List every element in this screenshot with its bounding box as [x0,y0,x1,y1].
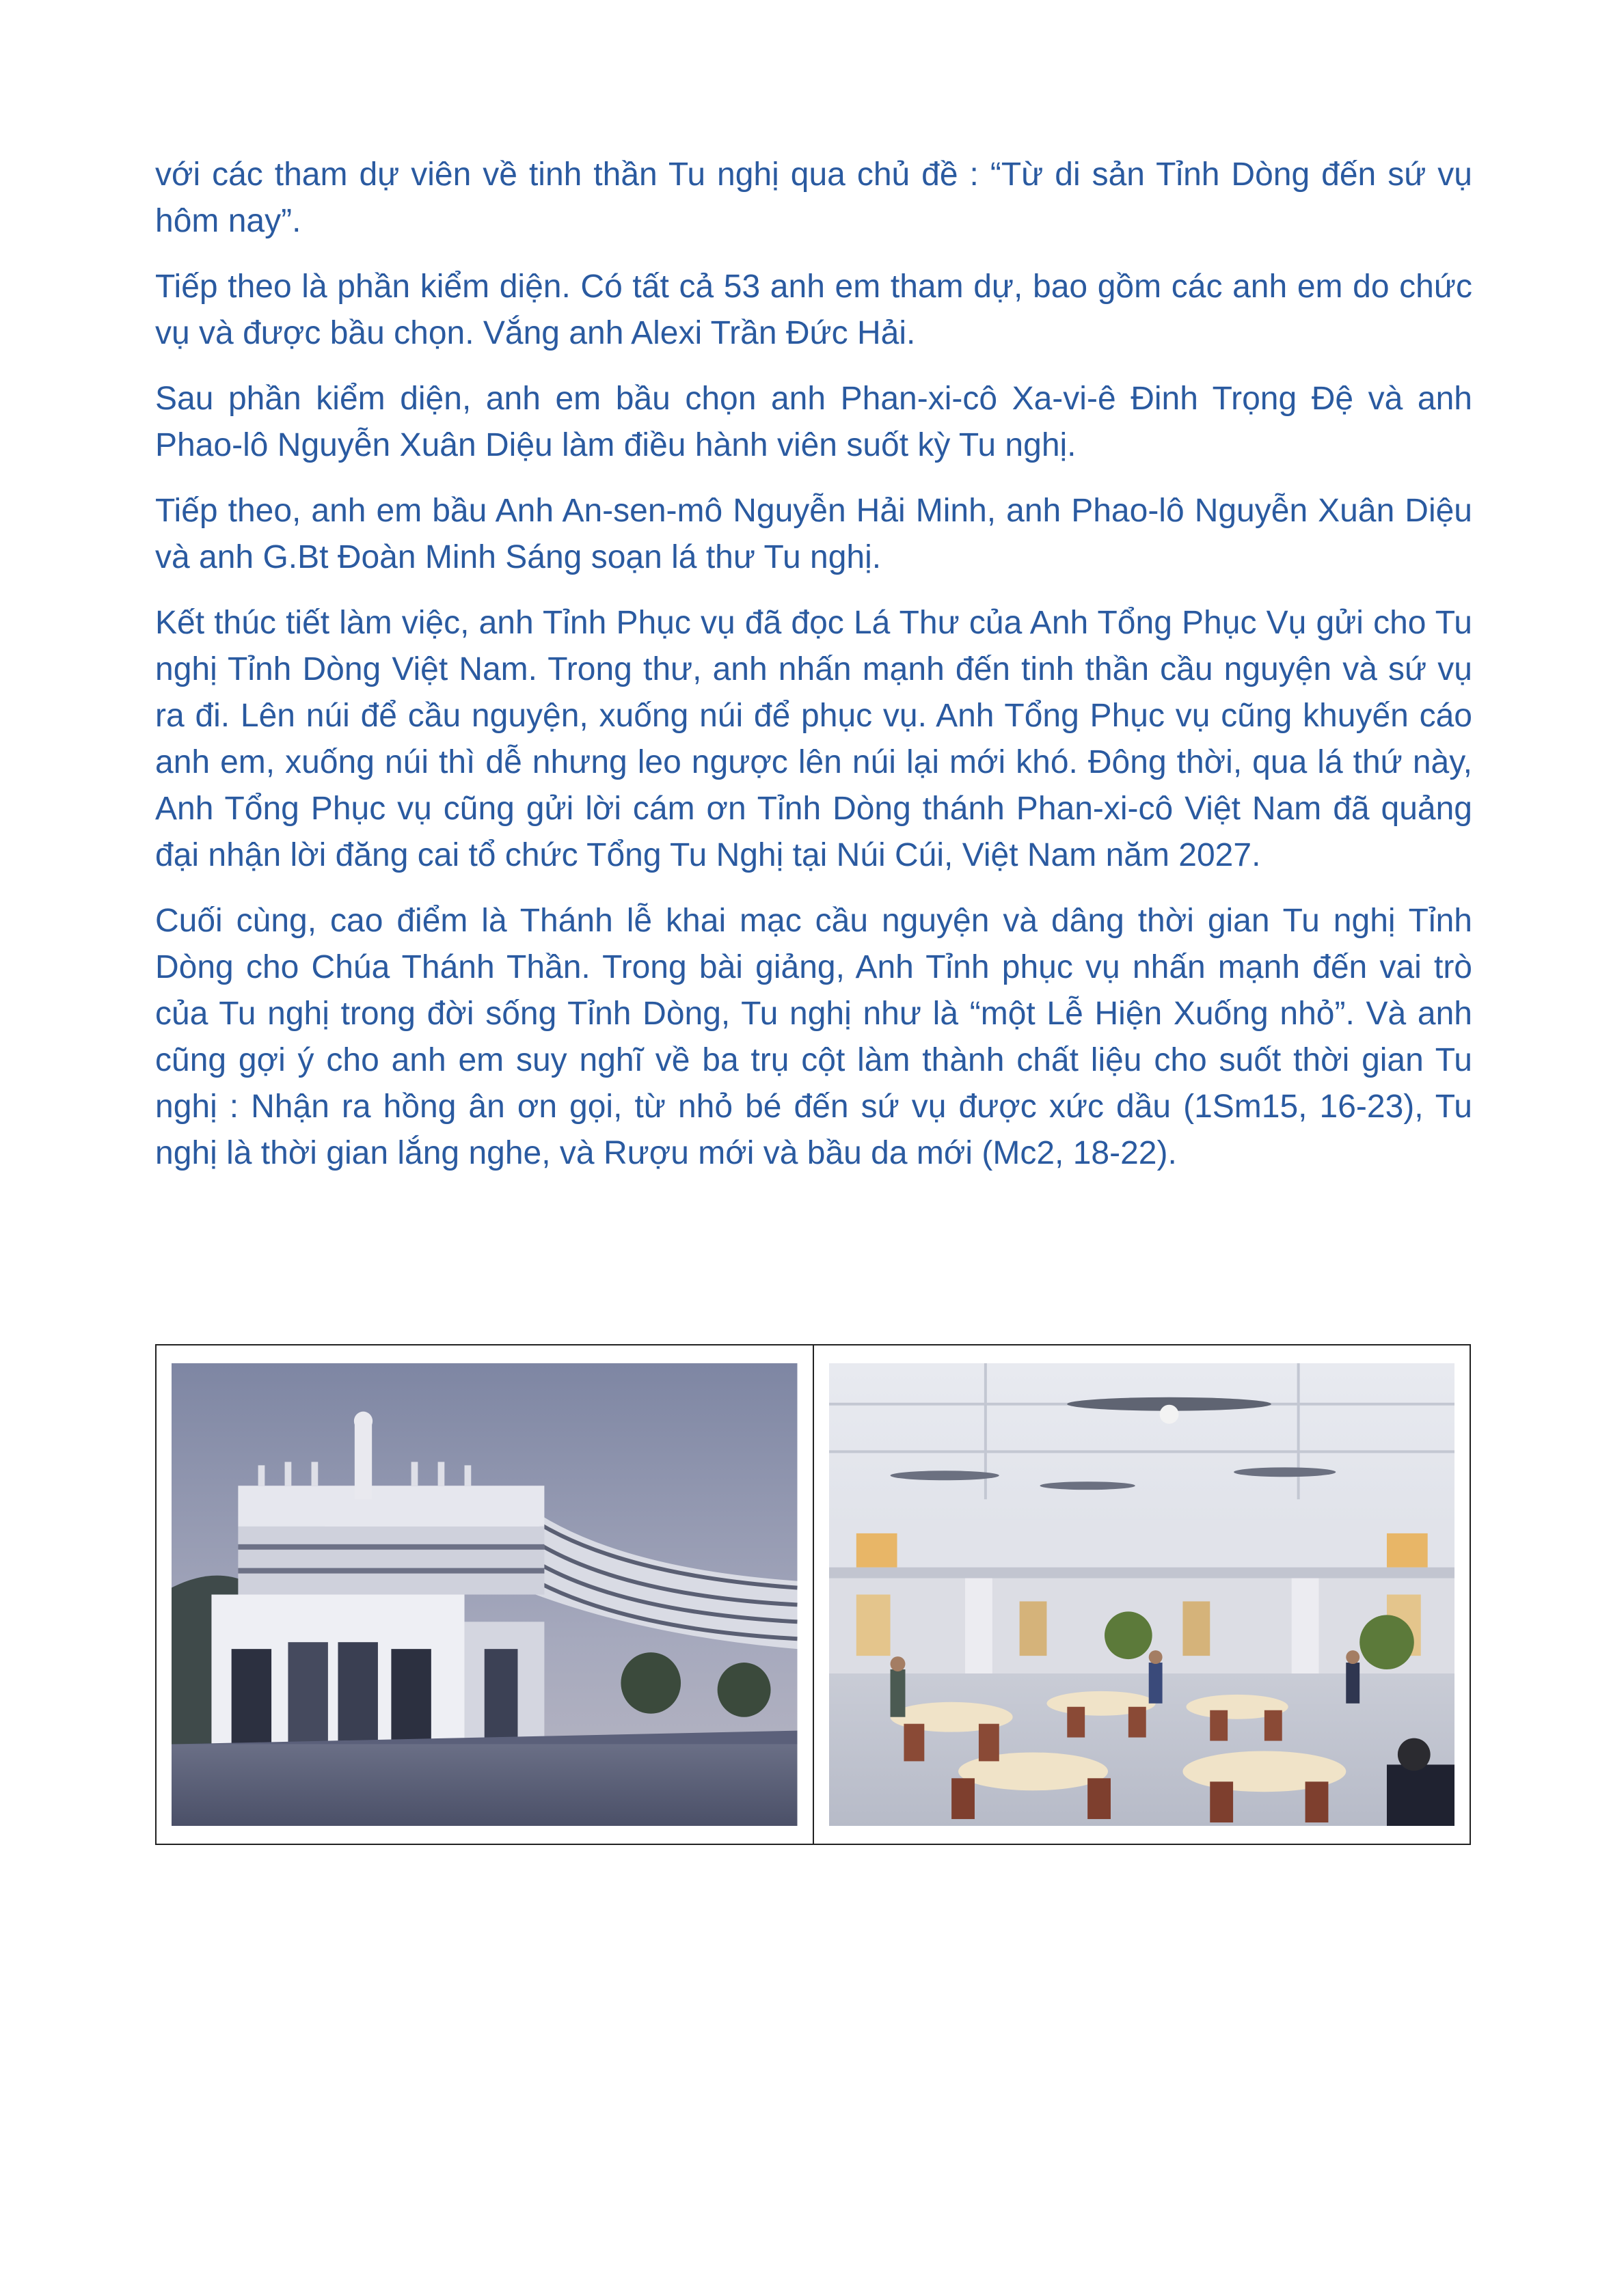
paragraph: Tiếp theo là phần kiểm diện. Có tất cả 53 anh em tham dự, bao gồm các anh em do chức vụ và được bầu chọn. Vắng anh Alexi Trần Đức Hải. [155,269,1472,351]
building-dusk-image [172,1363,798,1826]
paragraph: Tiếp theo, anh em bầu Anh An-sen-mô Nguyễn Hải Minh, anh Phao-lô Nguyễn Xuân Diệu và anh G.Bt Đoàn Minh Sáng soạn lá thư Tu nghị. [155,493,1472,575]
paragraph: với các tham dự viên về tinh thần Tu nghị qua chủ đề : “Từ di sản Tỉnh Dòng đến sứ vụ hôm nay”. [155,156,1472,239]
article-body [155,152,1472,1196]
photo-cell-right [813,1345,1470,1844]
paragraph: Cuối cùng, cao điểm là Thánh lễ khai mạc cầu nguyện và dâng thời gian Tu nghị Tỉnh Dòng cho Chúa Thánh Thần. Trong bài giảng, Anh Tỉnh phục vụ nhấn mạnh đến vai trò của Tu nghị trong đời sống Tỉnh Dòng, Tu nghị như là “một Lễ Hiện Xuống nhỏ”. Và anh cũng gợi ý cho anh em suy nghĩ về ba trụ cột làm thành chất liệu cho suốt thời gian Tu nghị : Nhận ra hồng ân ơn gọi, từ nhỏ bé đến sứ vụ được xức dầu (1Sm15, 16-23), Tu nghị là thời gian lắng nghe, và Rượu mới và bầu da mới (Mc2, 18-22). [155,903,1472,1171]
paragraph: Kết thúc tiết làm việc, anh Tỉnh Phục vụ đã đọc Lá Thư của Anh Tổng Phục Vụ gửi cho Tu nghị Tỉnh Dòng Việt Nam. Trong thư, anh nhấn mạnh đến tinh thần cầu nguyện và sứ vụ ra đi. Lên núi để cầu nguyện, xuống núi để phục vụ. Anh Tổng Phục vụ cũng khuyến cáo anh em, xuống núi thì dễ nhưng leo ngược lên núi lại mới khó. Đông thời, qua lá thứ này, Anh Tổng Phục vụ cũng gửi lời cám ơn Tỉnh Dòng thánh Phan-xi-cô Việt Nam đã quảng đại nhận lời đăng cai tổ chức Tổng Tu Nghị tại Núi Cúi, Việt Nam năm 2027. [155,605,1472,873]
dining-hall-image [829,1363,1455,1826]
dining-hall-photo [829,1363,1455,1826]
paragraph: Sau phần kiểm diện, anh em bầu chọn anh Phan-xi-cô Xa-vi-ê Đinh Trọng Đệ và anh Phao-lô Nguyễn Xuân Diệu làm điều hành viên suốt kỳ Tu nghị. [155,381,1472,463]
photo-cell-left [157,1345,813,1844]
photo-table [155,1344,1471,1845]
building-dusk-photo [172,1363,798,1826]
